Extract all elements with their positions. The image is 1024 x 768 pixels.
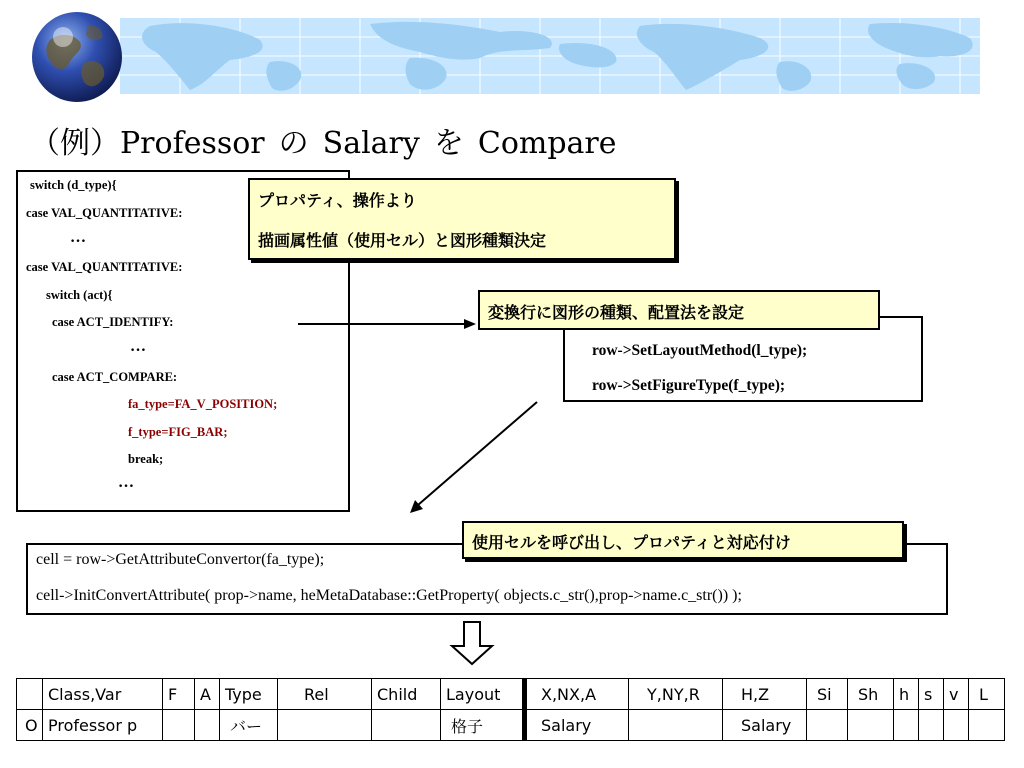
code-line: break; (128, 452, 164, 466)
globe-icon (30, 10, 124, 104)
title-salary: Salary (322, 126, 420, 161)
table-cell (629, 710, 723, 741)
table-cell: F (163, 679, 195, 710)
world-map-banner (120, 18, 980, 94)
note-line: 使用セルを呼び出し、プロパティと対応付け (472, 533, 791, 552)
code-ellipsis: … (130, 338, 146, 355)
table-cell: O (17, 710, 43, 741)
code-line: case VAL_QUANTITATIVE: (26, 260, 183, 274)
table-cell: Salary (723, 710, 807, 741)
table-cell (195, 710, 220, 741)
title-compare: Compare (477, 126, 617, 161)
code-line: switch (act){ (46, 288, 113, 302)
table-cell: Child (372, 679, 441, 710)
code-line-f-type: f_type=FIG_BAR; (128, 425, 228, 439)
table-cell: h (894, 679, 919, 710)
table-cell (919, 710, 944, 741)
code-ellipsis: … (70, 229, 86, 246)
table-cell: A (195, 679, 220, 710)
table-cell: Type (220, 679, 278, 710)
title-prefix: （例）Professor (30, 126, 265, 161)
table-cell: Si (807, 679, 848, 710)
code-line: case ACT_COMPARE: (52, 370, 178, 384)
row-code-line: row->SetFigureType(f_type); (592, 377, 786, 394)
row-code-line: row->SetLayoutMethod(l_type); (592, 342, 808, 359)
table-cell (807, 710, 848, 741)
table-cell: 格子 (441, 710, 525, 741)
table-cell: Sh (848, 679, 894, 710)
table-cell: X,NX,A (525, 679, 629, 710)
code-line: case VAL_QUANTITATIVE: (26, 206, 183, 220)
table-cell: Layout (441, 679, 525, 710)
note-line: 描画属性値（使用セル）と図形種類決定 (258, 231, 547, 250)
table-cell: Professor p (43, 710, 163, 741)
table-cell (969, 710, 1005, 741)
code-line: switch (d_type){ (30, 178, 117, 192)
table-cell: Rel (278, 679, 372, 710)
title-wo: を (433, 126, 464, 161)
table-cell (17, 679, 43, 710)
table-cell (372, 710, 441, 741)
table-row (17, 710, 1005, 741)
code-ellipsis: … (118, 474, 134, 491)
table-cell (894, 710, 919, 741)
title-no: の (278, 126, 309, 161)
attribute-table (16, 678, 1005, 741)
code-line: case ACT_IDENTIFY: (52, 315, 174, 329)
table-cell (278, 710, 372, 741)
table-cell: Y,NY,R (629, 679, 723, 710)
cell-code-line: cell = row->GetAttributeConvertor(fa_type); (36, 551, 325, 568)
table-cell: Salary (525, 710, 629, 741)
table-cell: H,Z (723, 679, 807, 710)
table-cell: v (944, 679, 969, 710)
table-cell (163, 710, 195, 741)
page-title (30, 118, 617, 162)
table-header-row (17, 679, 1005, 710)
cell-code-line: cell->InitConvertAttribute( prop->name, heMetaDatabase::GetProperty( objects.c_str(),prop->name.c_str()) ); (36, 587, 742, 604)
table-cell: バー (220, 710, 278, 741)
table-cell: Class,Var (43, 679, 163, 710)
table-cell (848, 710, 894, 741)
note-property-operation (248, 178, 676, 260)
table-cell (944, 710, 969, 741)
table-cell: L (969, 679, 1005, 710)
note-line: 変換行に図形の種類、配置法を設定 (488, 303, 745, 322)
note-row-setting (478, 290, 880, 330)
table-cell: s (919, 679, 944, 710)
note-line: プロパティ、操作より (258, 191, 417, 210)
code-line-fa-type: fa_type=FA_V_POSITION; (128, 397, 278, 411)
note-cell-call (462, 521, 904, 559)
